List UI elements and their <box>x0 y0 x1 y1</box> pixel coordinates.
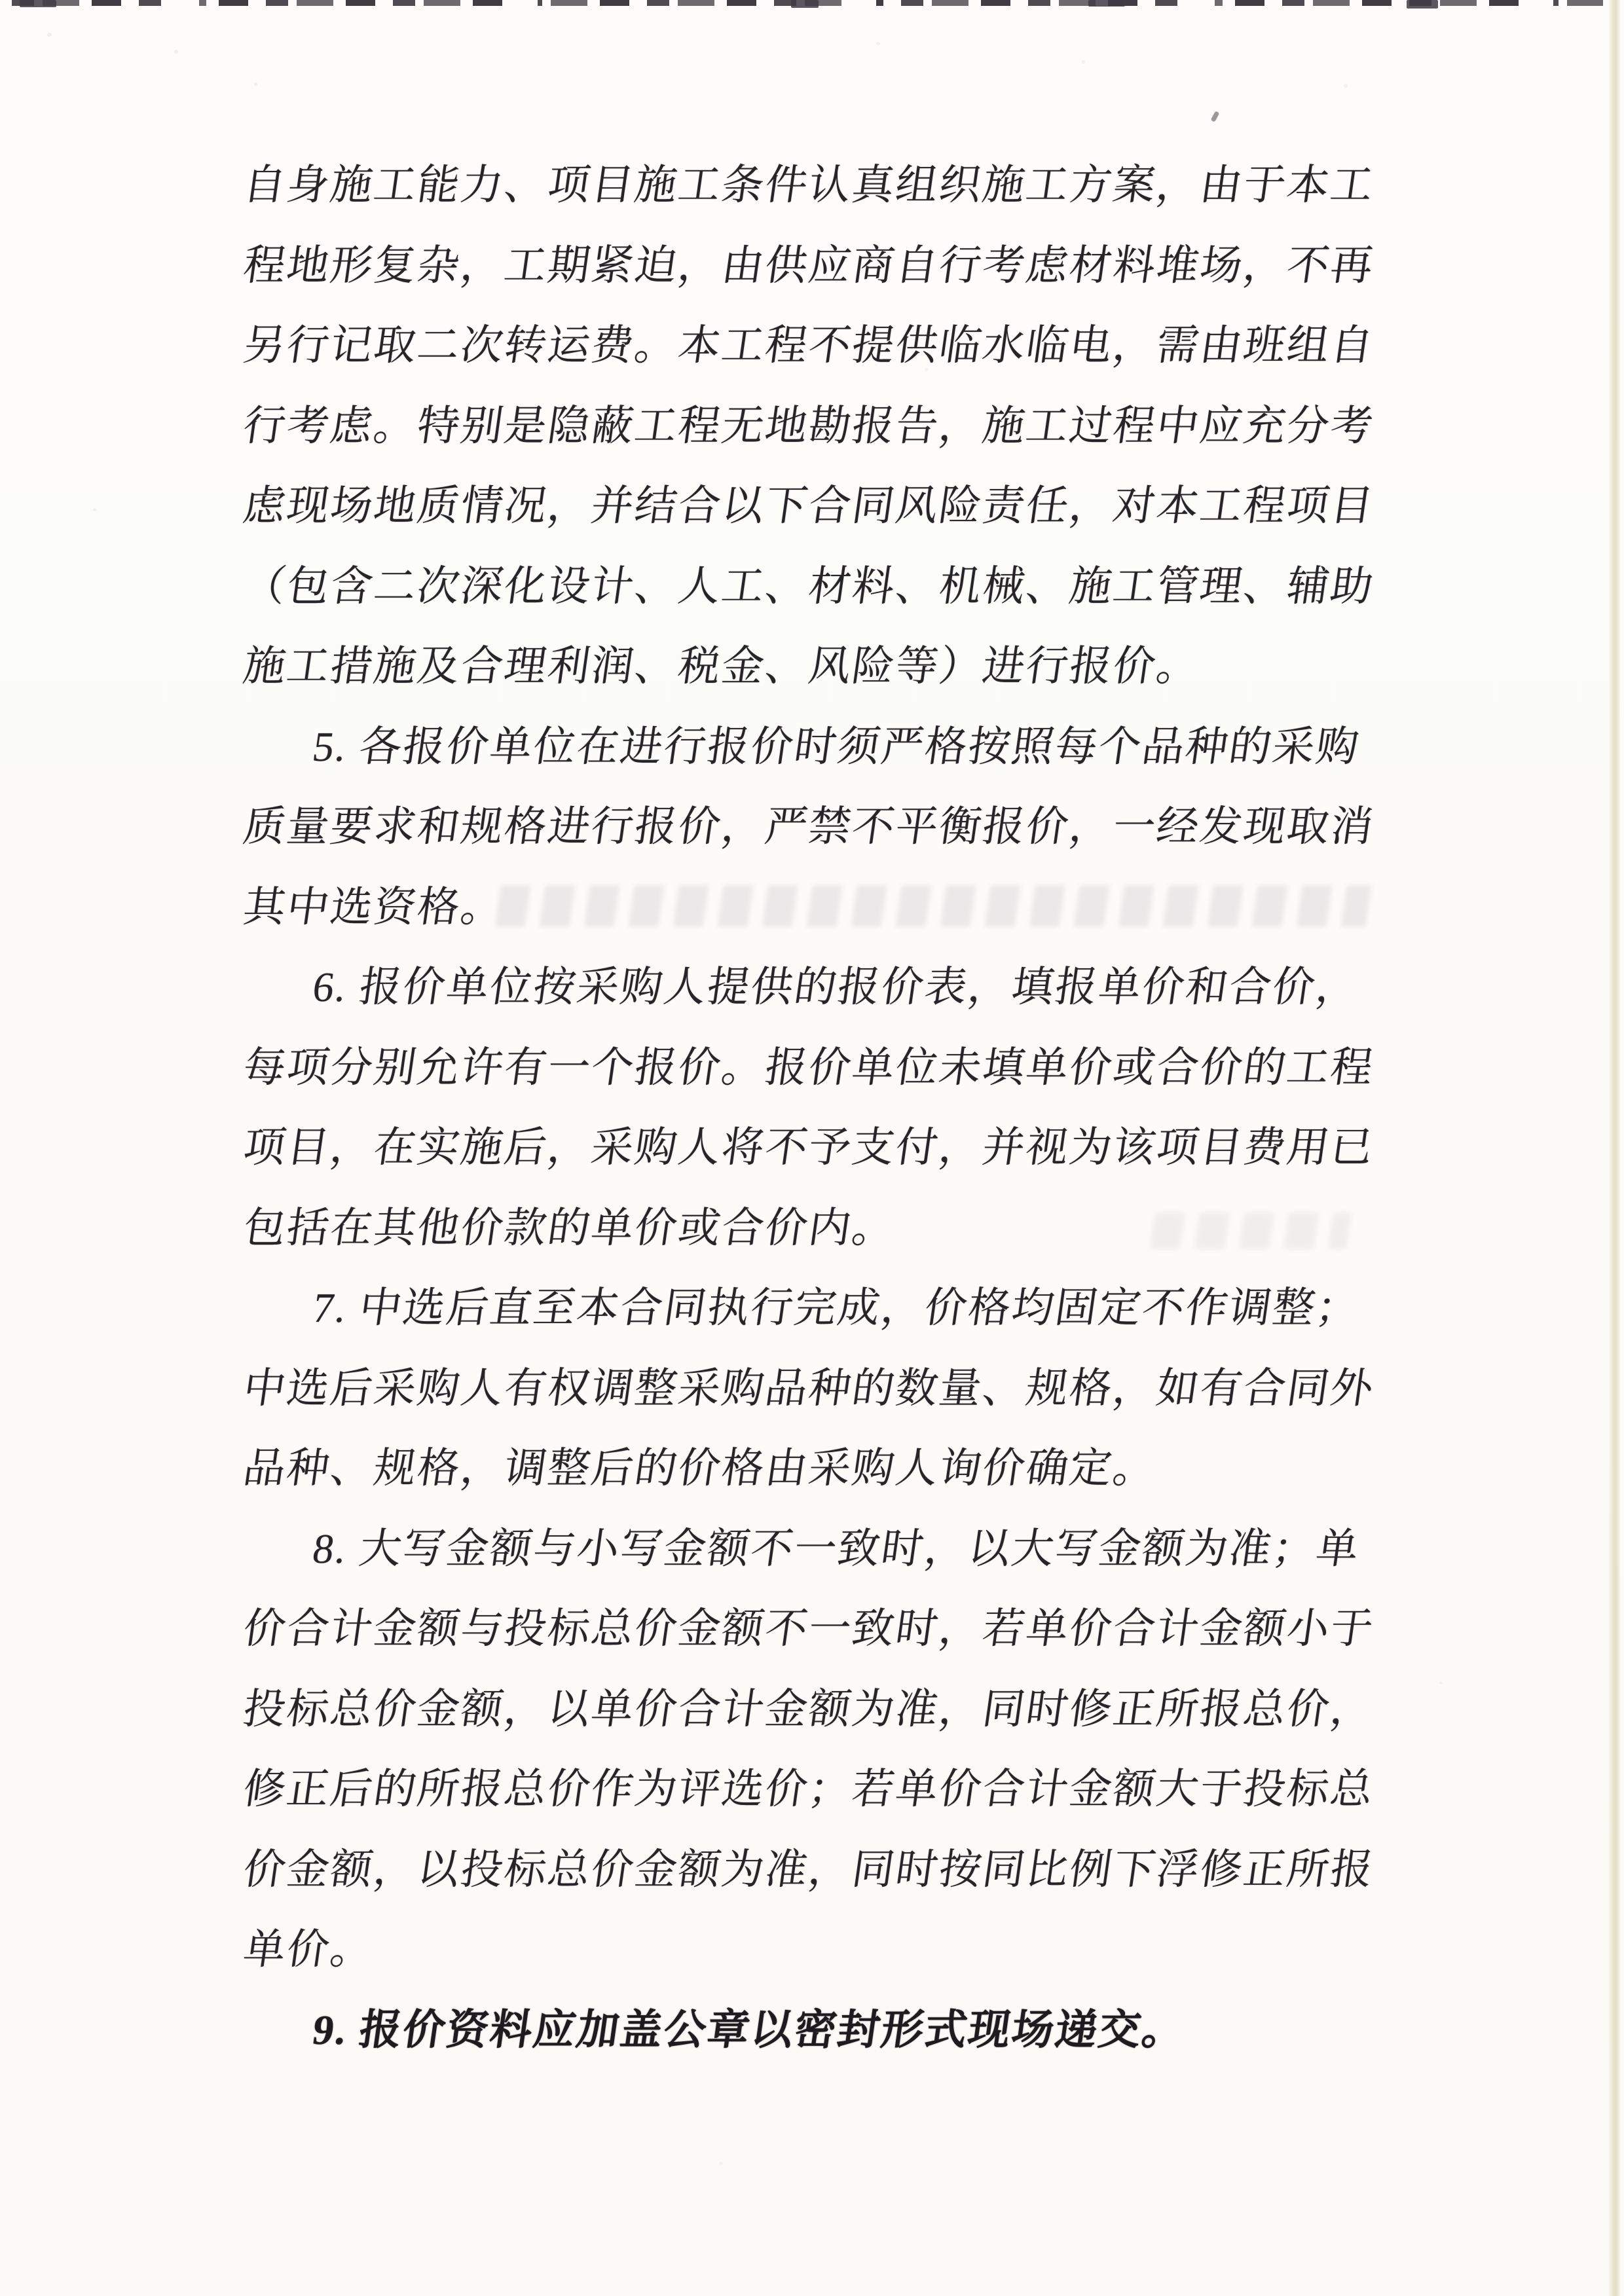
paper-speck <box>719 2162 723 2165</box>
document-text-block <box>240 145 1396 2070</box>
scan-artifact-fragment <box>20 0 56 7</box>
paper-speck <box>1439 1681 1443 1685</box>
text-line: 单价。 <box>240 1926 378 1973</box>
text-line: 另行记取二次转运费。本工程不提供临水临电，需由班组自 <box>240 322 1378 369</box>
text-line: 中选后采购人有权调整采购品种的数量、规格，如有合同外 <box>240 1364 1378 1412</box>
text-line: 每项分别允许有一个报价。报价单位未填单价或合价的工程 <box>240 1044 1378 1091</box>
paper-speck <box>174 50 178 54</box>
text-line: 其中选资格。 <box>240 883 508 930</box>
text-line: 品种、规格，调整后的价格由采购人询价确定。 <box>240 1445 1160 1491</box>
scan-artifact-stray-mark <box>1211 111 1220 122</box>
paper-speck <box>93 508 96 511</box>
paper-speck <box>876 42 880 45</box>
text-line: 价合计金额与投标总价金额不一致时，若单价合计金额小于 <box>240 1605 1378 1652</box>
text-line: 施工措施及合理利润、税金、风险等）进行报价。 <box>240 643 1204 689</box>
text-line: 8. 大写金额与小写金额不一致时，以大写金额为准；单 <box>310 1525 1363 1572</box>
text-line: 修正后的所报总价作为评选价；若单价合计金额大于投标总 <box>240 1766 1378 1812</box>
scan-artifact-right-edge-strip <box>1608 0 1620 2296</box>
text-line: 质量要求和规格进行报价，严禁不平衡报价，一经发现取消 <box>240 803 1378 850</box>
text-line: （包含二次深化设计、人工、材料、机械、施工管理、辅助 <box>240 562 1378 610</box>
scan-artifact-fragment <box>1407 0 1438 9</box>
text-line: 7. 中选后直至本合同执行完成，价格均固定不作调整； <box>310 1285 1363 1331</box>
text-line: 价金额，以投标总价金额为准，同时按同比例下浮修正所报 <box>240 1846 1378 1893</box>
scan-artifact-fragment <box>791 0 819 8</box>
text-line: 行考虑。特别是隐蔽工程无地勘报告，施工过程中应充分考 <box>240 402 1378 449</box>
text-line: 虑现场地质情况，并结合以下合同风险责任，对本工程项目 <box>240 483 1378 529</box>
paper-speck <box>254 82 257 86</box>
scan-artifact-fragment <box>1088 0 1125 7</box>
paper-speck <box>1344 84 1348 88</box>
text-line: 6. 报价单位按采购人提供的报价表，填报单价和合价， <box>310 964 1363 1010</box>
text-line: 自身施工能力、项目施工条件认真组织施工方案，由于本工 <box>240 162 1378 208</box>
paper-speck <box>47 33 52 37</box>
paper-speck <box>1082 60 1085 64</box>
text-line: 项目，在实施后，采购人将不予支付，并视为该项目费用已 <box>240 1124 1378 1171</box>
text-line: 5. 各报价单位在进行报价时须严格按照每个品种的采购 <box>310 723 1363 770</box>
text-line: 投标总价金额，以单价合计金额为准，同时修正所报总价， <box>240 1685 1378 1732</box>
text-line: 9. 报价资料应加盖公章以密封形式现场递交。 <box>310 2006 1189 2053</box>
text-line: 程地形复杂，工期紧迫，由供应商自行考虑材料堆场，不再 <box>240 242 1378 289</box>
text-line: 包括在其他价款的单价或合价内。 <box>240 1204 900 1251</box>
